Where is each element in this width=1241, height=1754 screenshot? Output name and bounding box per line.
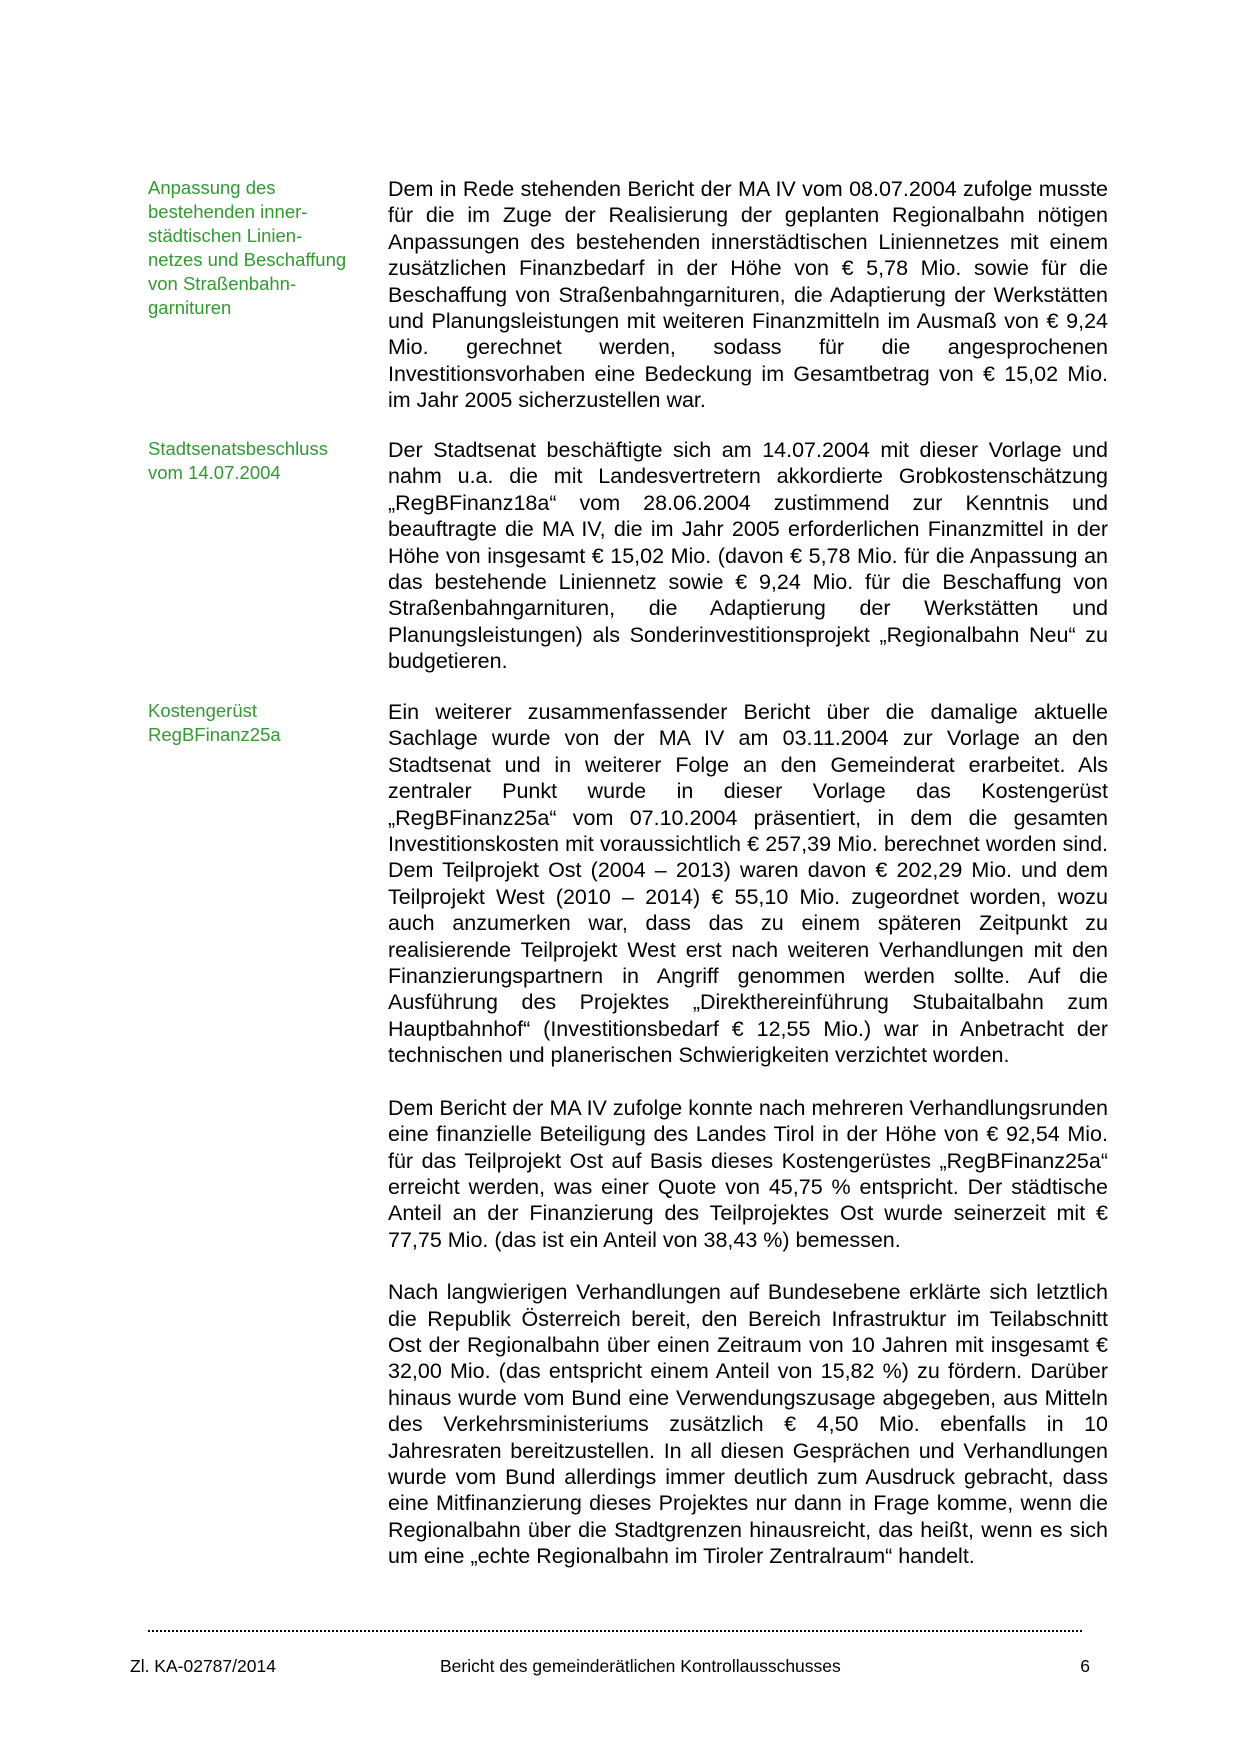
- margin-note-line: Anpassung des: [148, 177, 276, 198]
- paragraph: Nach langwierigen Verhandlungen auf Bundesebene erklärte sich letztlich die Republik Österreich bereit, den Bereich Infrastruktur im Teilabschnitt Ost der Regionalbahn über einen Zeitraum von 10 Jahren mit insgesamt € 32,00 Mio. (das entspricht einem Anteil von 15,82 %) zu fördern. Darüber hinaus wurde vom Bund eine Verwendungszusage abgegeben, aus Mitteln des Verkehrsministeriums zusätzlich € 4,50 Mio. ebenfalls in 10 Jahresraten bereitzustellen. In all diesen Gesprächen und Verhandlungen wurde vom Bund allerdings immer deutlich zum Ausdruck gebracht, dass eine Mitfinanzierung dieses Projektes nur dann in Frage komme, wenn die Regionalbahn über die Stadtgrenzen hinausreicht, das heißt, wenn es sich um eine „echte Regionalbahn im Tiroler Zentralraum“ handelt.: [388, 1280, 1108, 1569]
- margin-note-line: vom 14.07.2004: [148, 462, 281, 483]
- margin-note-line: netzes und Beschaffung: [148, 249, 347, 270]
- body-text-stadtsenatsbeschluss: [388, 437, 1108, 675]
- margin-note-line: Kostengerüst: [148, 700, 258, 721]
- paragraph: Ein weiterer zusammenfassender Bericht über die damalige aktuelle Sachlage wurde von der MA IV am 03.11.2004 zur Vorlage an den Stadtsenat und in weiterer Folge an den Gemeinderat erarbeitet. Als zentraler Punkt wurde in dieser Vorlage das Kostengerüst „RegBFinanz25a“ vom 07.10.2004 präsentiert, in dem die gesamten Investitionskosten mit voraussichtlich € 257,39 Mio. berechnet worden sind. Dem Teilprojekt Ost (2004 – 2013) waren davon € 202,29 Mio. und dem Teilprojekt West (2010 – 2014) € 55,10 Mio. zugeordnet worden, wozu auch anzumerken war, dass das zu einem späteren Zeitpunkt zu realisierende Teilprojekt West erst nach weiteren Verhandlungen mit den Finanzierungspartnern in Angriff genommen werden sollte. Auf die Ausführung des Projektes „Direkthereinführung Stubaitalbahn zum Hauptbahnhof“ (Investitionsbedarf € 12,55 Mio.) war in Anbetracht der technischen und planerischen Schwierigkeiten verzichtet worden.: [388, 700, 1108, 1068]
- section-kostengeruest: [148, 699, 1108, 1619]
- margin-note-line: bestehenden inner-: [148, 201, 308, 222]
- page-number: 6: [1080, 1656, 1090, 1676]
- paragraph: Der Stadtsenat beschäftigte sich am 14.07.2004 mit dieser Vorlage und nahm u.a. die mit Landesvertretern akkordierte Grobkostenschätzung „RegBFinanz18a“ vom 28.06.2004 zustimmend zur Kenntnis und beauftragte die MA IV, die im Jahr 2005 erforderlichen Finanzmittel in der Höhe von insgesamt € 15,02 Mio. (davon € 5,78 Mio. für die Anpassung an das bestehende Liniennetz sowie € 9,24 Mio. für die Beschaffung von Straßenbahngarnituren, die Adaptierung der Werkstätten und Planungsleistungen) als Sonderinvestitionsprojekt „Regionalbahn Neu“ zu budgetieren.: [388, 438, 1108, 674]
- body-text-kostengeruest: [388, 699, 1108, 1570]
- section-anpassung: [148, 176, 1108, 414]
- body-text-anpassung: [388, 176, 1108, 414]
- margin-note-line: von Straßenbahn-: [148, 273, 297, 294]
- footer-divider: [148, 1630, 1082, 1632]
- margin-note-stadtsenatsbeschluss: [148, 437, 378, 485]
- margin-note-line: Stadtsenatsbeschluss: [148, 438, 328, 459]
- paragraph: Dem Bericht der MA IV zufolge konnte nach mehreren Verhandlungsrunden eine finanzielle Beteiligung des Landes Tirol in der Höhe von € 92,54 Mio. für das Teilprojekt Ost auf Basis dieses Kostengerüstes „RegBFinanz25a“ erreicht werden, was einer Quote von 45,75 % entspricht. Der städtische Anteil an der Finanzierung des Teilprojektes Ost wurde seinerzeit mit € 77,75 Mio. (das ist ein Anteil von 38,43 %) bemessen.: [388, 1095, 1108, 1252]
- margin-note-line: städtischen Linien-: [148, 225, 303, 246]
- section-stadtsenatsbeschluss: [148, 437, 1108, 675]
- margin-note-line: RegBFinanz25a: [148, 724, 281, 745]
- margin-note-anpassung: [148, 176, 378, 320]
- margin-note-line: garnituren: [148, 297, 232, 318]
- footer-title: Bericht des gemeinderätlichen Kontrollausschusses: [440, 1656, 841, 1676]
- page-footer: [130, 1654, 1090, 1678]
- footer-reference: Zl. KA-02787/2014: [130, 1656, 276, 1676]
- margin-note-kostengeruest: [148, 699, 378, 747]
- paragraph: Dem in Rede stehenden Bericht der MA IV vom 08.07.2004 zufolge musste für die im Zuge der Realisierung der geplanten Regionalbahn nötigen Anpassungen des bestehenden innerstädtischen Liniennetzes mit einem zusätzlichen Finanzbedarf in der Höhe von € 5,78 Mio. sowie für die Beschaffung von Straßenbahngarnituren, die Adaptierung der Werkstätten und Planungsleistungen mit weiteren Finanzmitteln im Ausmaß von € 9,24 Mio. gerechnet werden, sodass für die angesprochenen Investitionsvorhaben eine Bedeckung im Gesamtbetrag von € 15,02 Mio. im Jahr 2005 sicherzustellen war.: [388, 177, 1108, 413]
